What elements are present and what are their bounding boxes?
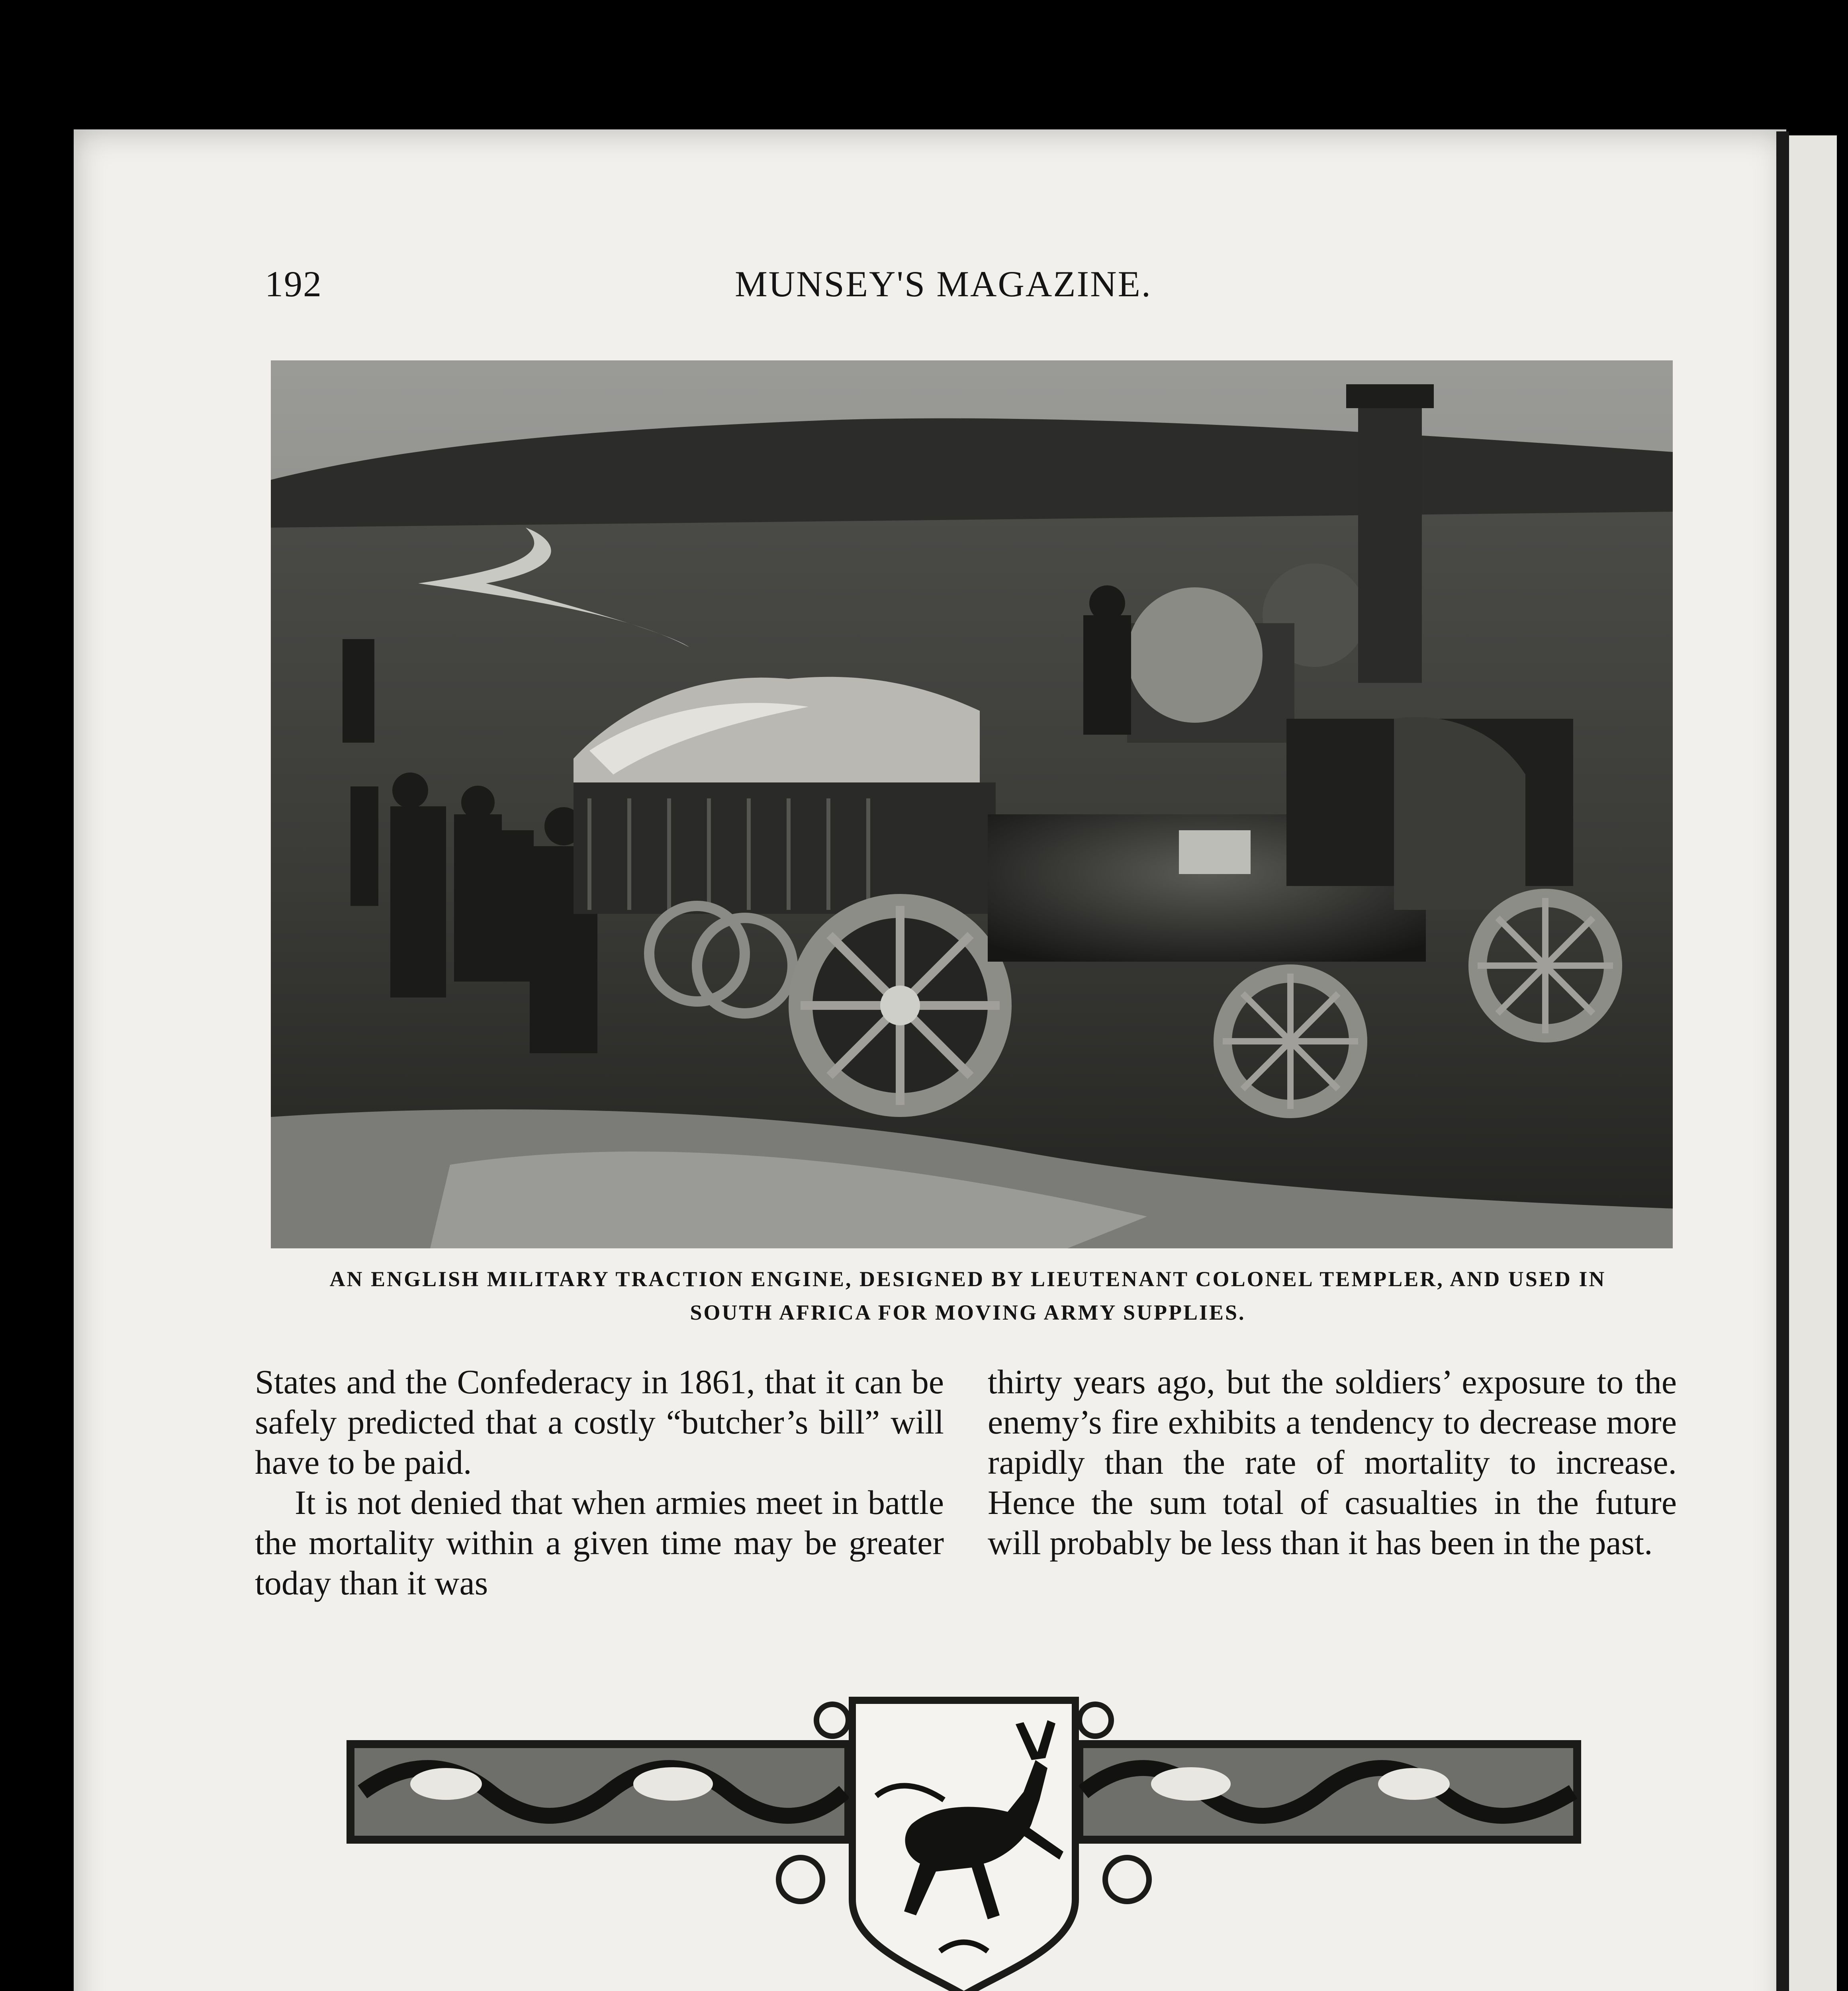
running-head	[265, 263, 1675, 311]
page-number: 192	[265, 264, 322, 304]
article-paragraph: It is not denied that when armies meet in battle the mortality within a given time may be greater today than it was	[255, 1483, 944, 1602]
photo-caption	[255, 1262, 1681, 1329]
magazine-title: MUNSEY'S MAGAZINE.	[735, 264, 1152, 304]
traction-engine-photo	[271, 360, 1673, 1248]
article-column-left	[255, 1362, 944, 1603]
caption-line-1: AN ENGLISH MILITARY TRACTION ENGINE, DESIGNED BY LIEUTENANT COLONEL TEMPLER, AND USED IN	[329, 1267, 1606, 1291]
article-column-right	[988, 1362, 1677, 1563]
article-paragraph: States and the Confederacy in 1861, that it can be safely predicted that a costly “butcher’s bill” will have to be paid.	[255, 1363, 944, 1481]
caption-line-2: SOUTH AFRICA FOR MOVING ARMY SUPPLIES.	[690, 1301, 1246, 1324]
article-paragraph: thirty years ago, but the soldiers’ exposure to the enemy’s fire exhibits a tendency to decrease more rapidly than the rate of mortality to increase. Hence the sum total of casualties in the future will probably be less than it has been in the past.	[988, 1363, 1677, 1562]
page-gutter-shadow	[1776, 131, 1789, 1991]
stag-crest-ornament	[346, 1692, 1585, 1991]
next-page-edge	[1789, 135, 1837, 1991]
